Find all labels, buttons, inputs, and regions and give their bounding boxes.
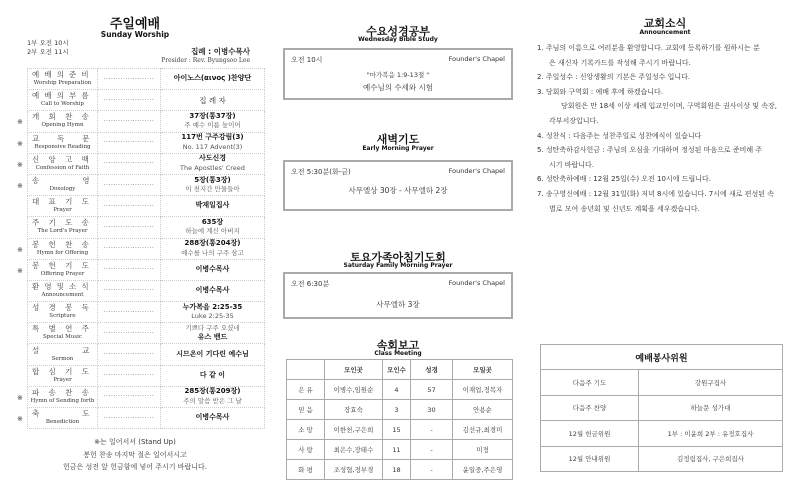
order-item-ko: 예배의부름 (32, 91, 94, 101)
order-item-ko: 특별연주 (32, 324, 99, 334)
order-item-ko: 봉헌찬송 (32, 239, 99, 249)
order-item-ko: 환영및소식 (32, 281, 94, 291)
dotted-leader: ····················· (98, 280, 161, 301)
table-cell: 다음주 찬양 (541, 395, 639, 421)
order-item-en: Worship Preparation (33, 80, 92, 87)
saturday-reading: 사무엘하 3장 (376, 300, 420, 309)
order-item-ko: 교독문 (32, 133, 108, 143)
announcement-line: 3. 당회와 구역회 : 예배 후에 하겠습니다. (537, 87, 664, 96)
worship-servers-table (540, 344, 783, 472)
order-item-en: Scripture (49, 313, 76, 320)
table-cell: 믿 음 (287, 400, 325, 420)
order-value-main: 이병수목사 (195, 265, 230, 274)
wednesday-subtitle: Wednesday Bible Study (358, 36, 438, 43)
order-item-en: Sermon (51, 355, 74, 362)
stand-up-note: ※는 일어서서 (Stand Up) (94, 438, 176, 446)
dotted-leader: ····················· (98, 386, 161, 407)
announcement-line: 각부서장입니다. (549, 116, 599, 125)
order-item-en: Announcement (41, 291, 84, 298)
order-item-ko: 축도 (32, 409, 133, 419)
table-cell: 모인수 (383, 360, 411, 380)
table-row (287, 460, 513, 480)
offering-note-2: 헌금은 성전 앞 헌금함에 넣어 주시기 바랍니다. (62, 463, 208, 471)
order-item-ko: 송영 (32, 176, 133, 186)
dotted-leader: ····················· (98, 217, 161, 238)
stand-up-mark: ※ (17, 118, 23, 127)
order-value-main: 다 같 이 (199, 370, 226, 379)
order-value-main: 5장(통3장) (194, 175, 231, 184)
order-item-en: Prayer (53, 376, 72, 383)
order-value-sub: 이 천지간 만물들아 (185, 185, 240, 194)
announcement-line: 은 새신자 기록카드를 작성해 주시기 바랍니다. (549, 58, 691, 67)
table-cell: 3 (383, 400, 411, 420)
table-cell: 강원구집사 (639, 370, 783, 396)
table-row (541, 395, 783, 421)
announcements-title: 교회소식 (643, 17, 687, 30)
table-cell: 은 유 (287, 380, 325, 400)
table-row (541, 421, 783, 447)
table-cell: 이병수,임원순 (325, 380, 383, 400)
order-value-sub: 기쁘다 구주 오셨네 (185, 323, 240, 332)
order-item-en: Doxology (49, 186, 76, 193)
table-cell: 15 (383, 420, 411, 440)
table-cell: 최은수,장태수 (325, 440, 383, 460)
announcement-line: 4. 성찬식 : 다음주는 성찬주일로 성찬예식이 있습니다 (537, 131, 702, 140)
order-item-en: Prayer (53, 207, 72, 214)
order-value-sub: 주의 말씀 받은 그 날 (183, 396, 242, 405)
table-cell: 모인곳 (325, 360, 383, 380)
saturday-subtitle: Saturday Family Morning Prayer (343, 262, 453, 269)
dotted-leader: ····················· (98, 196, 161, 217)
wednesday-title: 수요성경공부 (366, 25, 430, 38)
worship-order-row (28, 90, 265, 111)
table-header-row (287, 360, 513, 380)
stand-up-mark: ※ (17, 160, 23, 169)
stand-up-mark: ※ (17, 394, 23, 402)
class-meeting-subtitle: Class Meeting (374, 350, 422, 357)
order-item-ko: 예배의준비 (32, 70, 94, 80)
order-item-en: Offering Prayer (40, 270, 85, 277)
order-value-sub: No. 117 Advent(3) (182, 142, 243, 151)
stand-up-mark: ※ (17, 415, 23, 424)
wednesday-topic: 예수님의 수세와 시험 (363, 83, 433, 92)
table-row (541, 370, 783, 396)
table-cell: 하늘문 성가대 (639, 395, 783, 421)
dotted-leader: ····················· (98, 111, 161, 132)
table-cell: 11 (383, 440, 411, 460)
table-cell: 이한천,구은희 (325, 420, 383, 440)
service-time-2: 2부 오전 11시 (27, 48, 69, 56)
table-cell (287, 360, 325, 380)
worship-order-row (28, 153, 265, 174)
order-item-en: Confession of Faith (35, 164, 90, 171)
presider-en: Presider : Rev. Byungsoo Lee (161, 57, 250, 64)
dawn-place: Founder's Chapel (448, 167, 505, 175)
order-value-main: 아이노스(αινος )찬양단 (173, 74, 252, 83)
order-item-en: Hymn for Offering (36, 249, 89, 256)
worship-order-table (27, 68, 265, 429)
order-value-main: 285장(통209장) (184, 387, 241, 396)
table-cell: 성경 (411, 360, 453, 380)
order-item-en: Special Music (42, 334, 82, 341)
order-item-ko: 개회찬송 (32, 112, 99, 122)
table-cell: 12월 헌금위원 (541, 421, 639, 447)
stand-up-mark: ※ (17, 139, 23, 148)
order-value-main: 이병수목사 (195, 286, 230, 295)
dotted-leader: ····················· (98, 174, 161, 195)
order-value-sub: 예수를 나의 구주 삼고 (181, 248, 244, 257)
dotted-leader: ····················· (98, 365, 161, 386)
worship-servers-title: 예배봉사위원 (541, 345, 783, 370)
table-row (287, 400, 513, 420)
worship-order-row (28, 196, 265, 217)
order-item-ko: 봉헌기도 (32, 260, 99, 270)
saturday-place: Founder's Chapel (448, 279, 505, 287)
sunday-title: 주일예배 (109, 17, 161, 32)
order-item-ko: 설교 (32, 345, 133, 355)
stand-up-mark: ※ (17, 182, 23, 190)
table-row (541, 446, 783, 472)
table-cell: 18 (383, 460, 411, 480)
worship-order-row (28, 365, 265, 386)
order-value-main: 사도신경 (198, 154, 227, 163)
table-row (287, 380, 513, 400)
order-value-main: 117번 구주강림(3) (181, 133, 244, 142)
class-meeting-table (286, 359, 513, 480)
worship-order-row (28, 69, 265, 90)
order-value-main: 이병수목사 (195, 413, 230, 422)
order-item-en: Responsive Reading (34, 143, 91, 150)
dotted-leader: ····················· (98, 259, 161, 280)
table-cell: 57 (411, 380, 453, 400)
order-value-main: 유스 밴드 (197, 333, 228, 342)
table-cell: 12월 안내위원 (541, 446, 639, 472)
dotted-leader: ····················· (98, 302, 161, 323)
order-value-sub: The Apostles' Creed (180, 163, 245, 172)
dawn-time: 오전 5:30분(화-금) (291, 168, 351, 176)
order-item-ko: 파송찬송 (32, 387, 99, 397)
order-item-en: Opening Hymn (41, 122, 84, 129)
order-value-main: 시므온이 기다린 예수님 (176, 349, 249, 358)
table-cell: 다음주 기도 (541, 370, 639, 396)
order-value-sub: Luke 2:25-35 (191, 312, 234, 321)
presider-ko: 집례 : 이병수목사 (191, 47, 250, 56)
wednesday-passage: "마가복음 1:9-13절 " (366, 71, 430, 79)
table-row (287, 440, 513, 460)
dotted-leader: ····················· (98, 323, 161, 344)
table-cell: 안용순 (453, 400, 513, 420)
table-cell: 화 평 (287, 460, 325, 480)
order-item-en: Call to Worship (41, 101, 84, 108)
order-value-main: 635장 (201, 217, 224, 226)
dotted-leader: ····················· (98, 69, 161, 90)
announcements-list (537, 41, 795, 216)
stand-up-mark: ※ (17, 266, 23, 275)
saturday-title: 토요가족아침기도회 (350, 251, 446, 264)
order-value-main: 288장(통204장) (184, 239, 241, 248)
worship-order-row (28, 386, 265, 407)
worship-order-row (28, 217, 265, 238)
announcement-line: 7. 송구영신예배 : 12월 31일(화) 저녁 8시에 있습니다. 7시에 새로 편성된 속 (537, 189, 774, 198)
table-cell: - (411, 420, 453, 440)
worship-order-row (28, 323, 265, 344)
class-meeting-title: 속회보고 (376, 339, 420, 352)
order-item-en: Benediction (45, 419, 80, 426)
order-item-ko: 대표기도 (32, 197, 99, 207)
dawn-subtitle: Early Morning Prayer (362, 145, 434, 152)
order-value-main: 누가복음 2:25-35 (182, 302, 243, 311)
order-value-sub: 집 례 자 (199, 95, 226, 105)
table-cell: 이재업,정복자 (453, 380, 513, 400)
worship-order-row (28, 238, 265, 259)
table-cell: 김정림집사, 구은희집사 (639, 446, 783, 472)
table-cell: - (411, 440, 453, 460)
dotted-leader: ····················· (98, 238, 161, 259)
dawn-title: 새벽기도 (376, 133, 420, 146)
service-time-1: 1부 오전 10시 (27, 39, 69, 47)
announcements-subtitle: Announcement (639, 29, 691, 36)
table-cell: - (411, 460, 453, 480)
worship-order-row (28, 259, 265, 280)
order-value-sub: 하늘에 계신 아버지 (185, 227, 240, 236)
order-item-ko: 합심기도 (32, 366, 99, 376)
worship-order-row (28, 344, 265, 365)
wednesday-box (283, 48, 513, 100)
table-cell: 사 랑 (287, 440, 325, 460)
table-cell: 모일곳 (453, 360, 513, 380)
announcement-line: 1. 주님의 이름으로 여러분을 환영합니다. 교회에 등록하기를 원하시는 분 (537, 44, 760, 52)
worship-order-row (28, 280, 265, 301)
announcement-line: 별로 모여 송년회 및 신년도 계획을 세우겠습니다. (549, 204, 700, 213)
wednesday-place: Founder's Chapel (448, 55, 505, 63)
table-cell: 30 (411, 400, 453, 420)
table-cell: 조성협,정부경 (325, 460, 383, 480)
announcement-line: 2. 주일성수 : 신앙생활의 기본은 주일성수 입니다. (537, 73, 691, 82)
worship-order-row (28, 302, 265, 323)
dotted-leader: ····················· (98, 344, 161, 365)
worship-order-row (28, 174, 265, 195)
table-row (287, 420, 513, 440)
announcement-line: 당회원은 만 18세 이상 세례 입교인이며, 구역회원은 권사이상 및 속장, (561, 102, 777, 111)
announcement-line: 5. 성탄축하감사헌금 : 주님의 오심을 기대하며 정성된 마음으로 준비해 주 (537, 146, 763, 155)
table-cell: 소 망 (287, 420, 325, 440)
worship-order-row (28, 132, 265, 153)
dotted-leader: ····················· (98, 153, 161, 174)
worship-order-row (28, 111, 265, 132)
worship-order-row (28, 408, 265, 429)
table-cell: 장효숙 (325, 400, 383, 420)
order-value-main: 37장(통37장) (189, 111, 236, 120)
saturday-box (283, 272, 513, 319)
order-item-en: Hymn of Sending forth (30, 397, 95, 404)
table-cell: 1부 : 이윤희 2부 : 유정호집사 (639, 421, 783, 447)
announcement-line: 시기 바랍니다. (549, 160, 595, 169)
dotted-leader: ····················· (98, 132, 161, 153)
dotted-leader: ····················· (98, 90, 161, 111)
offering-note-1: 봉헌 찬송 마지막 절은 일어서시고 (83, 450, 187, 459)
dawn-box (283, 160, 513, 211)
table-cell: 미정 (453, 440, 513, 460)
order-item-ko: 신앙고백 (32, 154, 99, 164)
announcement-line: 6. 성탄축하예배 : 12월 25일(수) 오전 10시에 드립니다. (537, 175, 711, 184)
dotted-leader: ····················· (98, 408, 161, 429)
order-value-sub: 주 예수 이름 높이어 (184, 121, 241, 130)
sunday-subtitle: Sunday Worship (100, 30, 170, 39)
saturday-time: 오전 6:30분 (291, 280, 330, 288)
order-item-en: The Lord's Prayer (37, 228, 88, 235)
order-item-ko: 성경봉독 (32, 303, 99, 313)
order-value-main: 박재일집사 (195, 201, 230, 210)
stand-up-mark: ※ (17, 245, 23, 254)
order-item-ko: 주기도송 (32, 218, 99, 228)
dawn-reading: 사무엘상 30장 - 사무엘하 2장 (348, 186, 448, 195)
table-cell: 4 (383, 380, 411, 400)
table-cell: 윤일중,주은영 (453, 460, 513, 480)
table-cell: 김선규,최경미 (453, 420, 513, 440)
wednesday-time: 오전 10시 (291, 56, 323, 64)
